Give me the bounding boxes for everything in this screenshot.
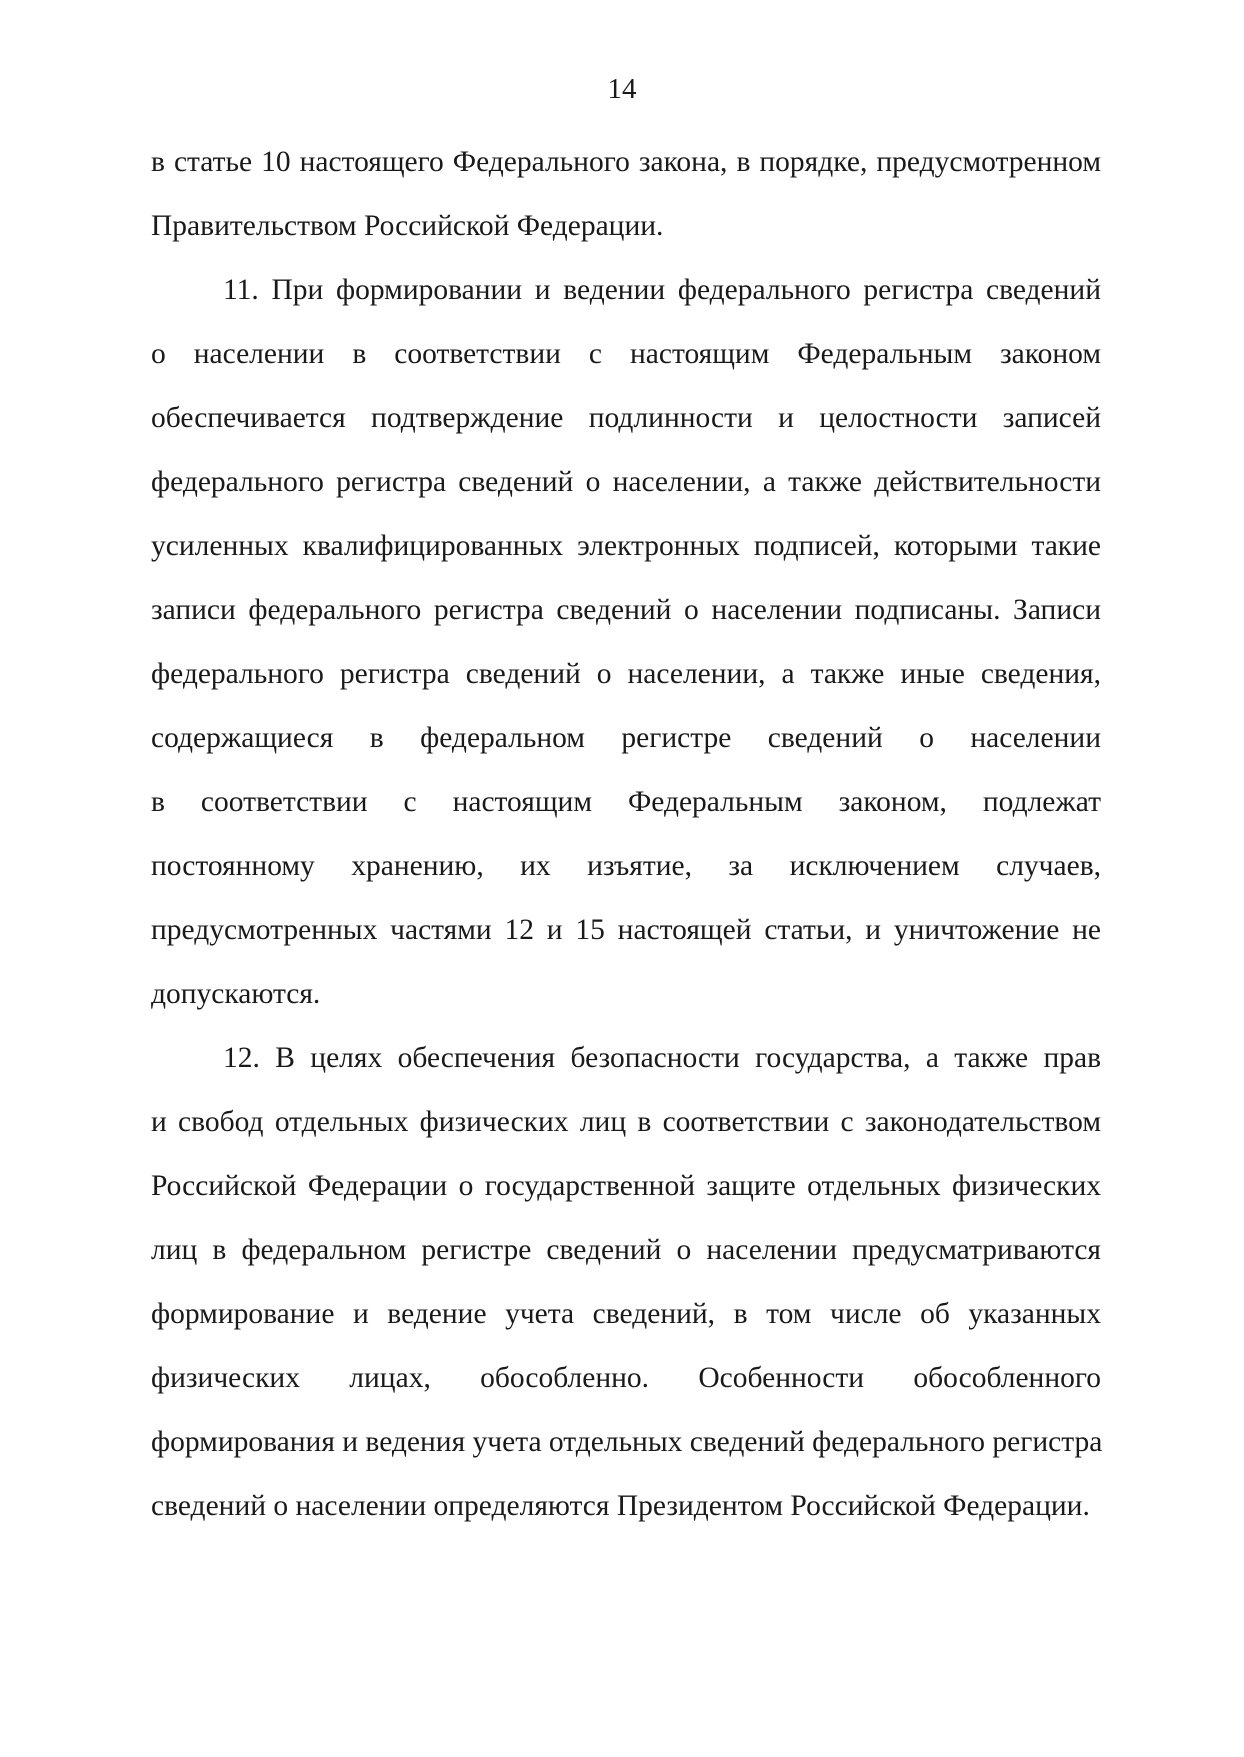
text-line: формирования и ведения учета отдельных сведений федерального регистра bbox=[151, 1426, 1103, 1458]
document-body bbox=[151, 142, 1101, 1550]
text-line: содержащиеся в федеральном регистре сведений о населении bbox=[151, 722, 1101, 754]
text-line: Российской Федерации о государственной защите отдельных физических bbox=[151, 1170, 1101, 1202]
paragraph-continuation bbox=[151, 142, 1101, 270]
text-line: 11. При формировании и ведении федерального регистра сведений bbox=[223, 274, 1101, 306]
text-line: 12. В целях обеспечения безопасности государства, а также прав bbox=[223, 1042, 1101, 1074]
paragraph-section-12 bbox=[151, 1038, 1101, 1550]
text-line: в соответствии с настоящим Федеральным законом, подлежат bbox=[151, 786, 1101, 818]
page-number: 14 bbox=[607, 73, 637, 105]
text-line: обеспечивается подтверждение подлинности и целостности записей bbox=[151, 402, 1101, 434]
text-line: и свобод отдельных физических лиц в соответствии с законодательством bbox=[151, 1106, 1101, 1138]
text-line: усиленных квалифицированных электронных подписей, которыми такие bbox=[151, 530, 1101, 562]
text-line: федерального регистра сведений о населении, а также действительности bbox=[151, 466, 1101, 498]
text-line: постоянному хранению, их изъятие, за исключением случаев, bbox=[151, 850, 1101, 882]
text-line: физических лицах, обособленно. Особенности обособленного bbox=[151, 1362, 1101, 1394]
text-line: о населении в соответствии с настоящим Федеральным законом bbox=[151, 338, 1101, 370]
text-line: Правительством Российской Федерации. bbox=[151, 210, 664, 242]
text-line: формирование и ведение учета сведений, в том числе об указанных bbox=[151, 1298, 1101, 1330]
text-line: записи федерального регистра сведений о населении подписаны. Записи bbox=[151, 594, 1101, 626]
text-line: предусмотренных частями 12 и 15 настоящей статьи, и уничтожение не bbox=[151, 914, 1101, 946]
text-line: допускаются. bbox=[151, 978, 321, 1010]
paragraph-section-11 bbox=[151, 270, 1101, 1038]
text-line: федерального регистра сведений о населении, а также иные сведения, bbox=[151, 658, 1101, 690]
text-line: сведений о населении определяются Президентом Российской Федерации. bbox=[151, 1490, 1090, 1522]
text-line: в статье 10 настоящего Федерального закона, в порядке, предусмотренном bbox=[151, 146, 1101, 178]
text-line: лиц в федеральном регистре сведений о населении предусматриваются bbox=[151, 1234, 1101, 1266]
